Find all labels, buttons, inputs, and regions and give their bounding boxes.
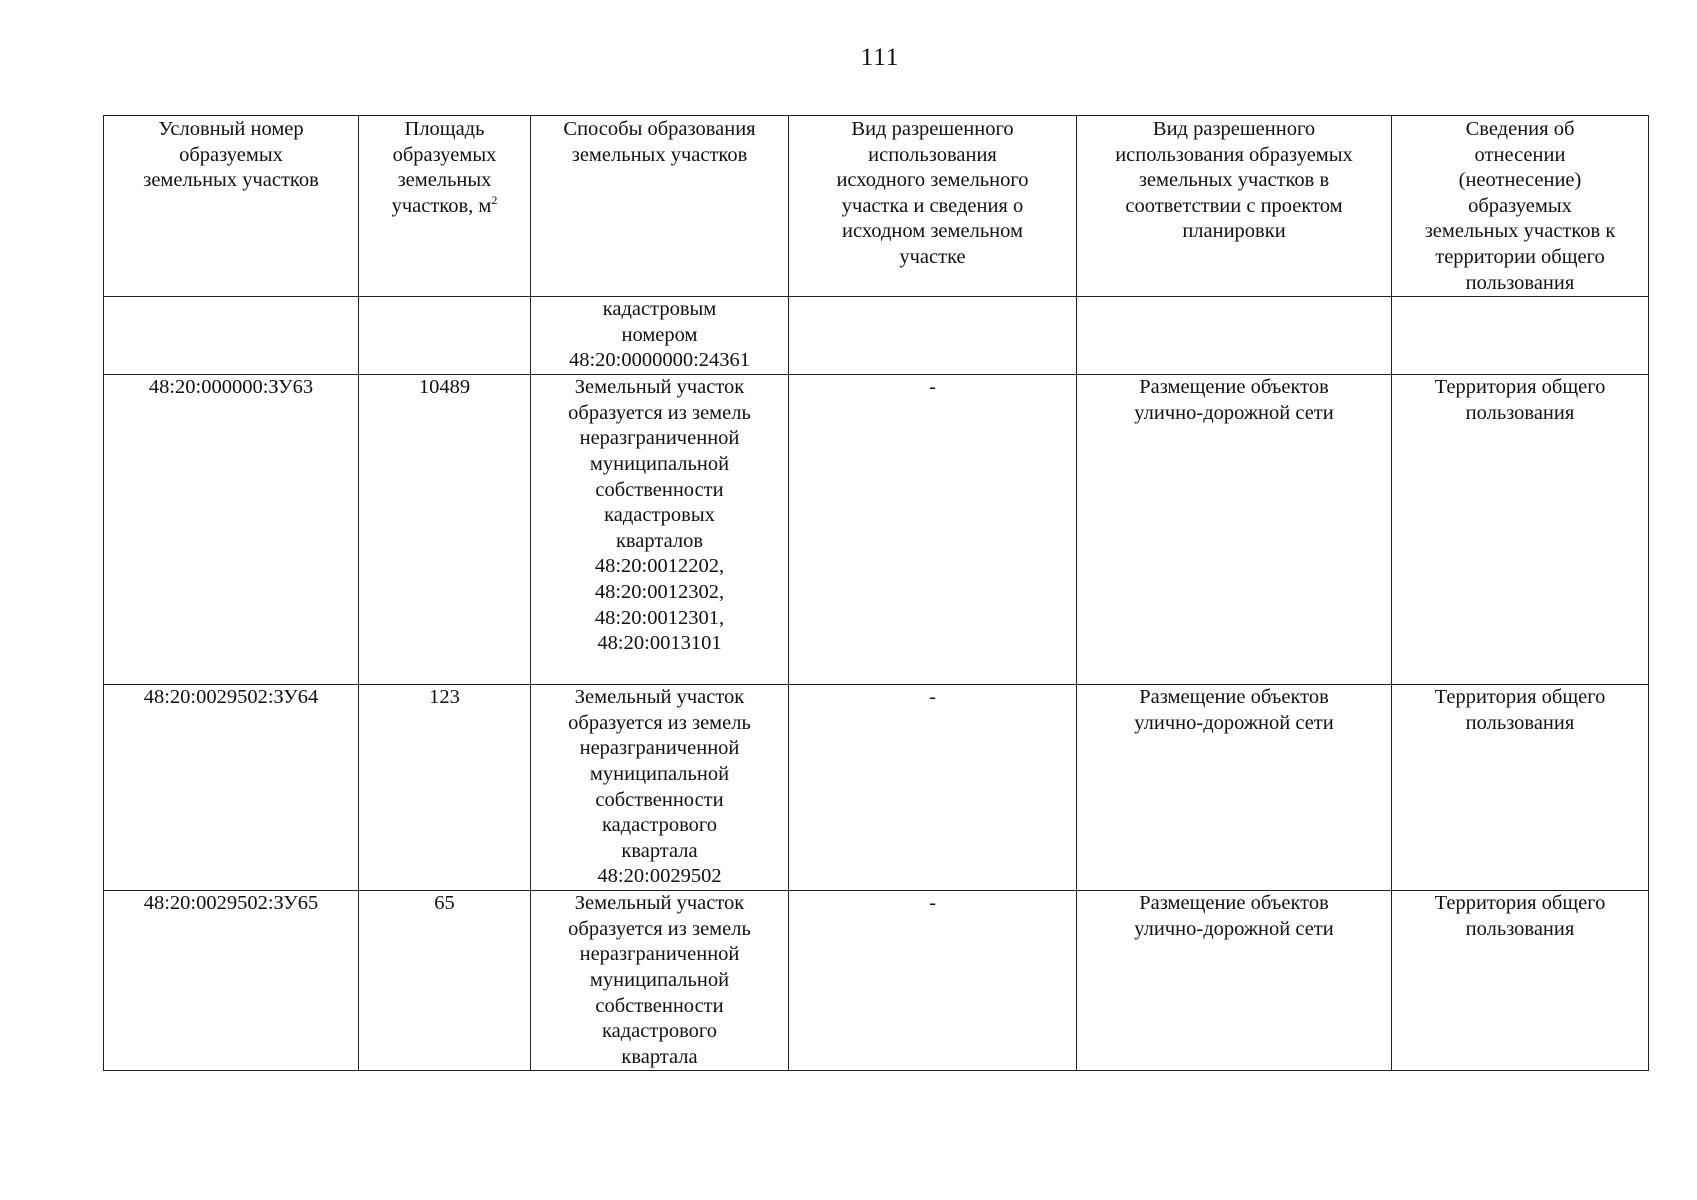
header-formation-method: Способы образования земельных участков (531, 116, 789, 297)
table-row (104, 685, 1649, 891)
table-row (104, 297, 1649, 375)
cell-formation-method: Земельный участок образуется из земель неразграниченной муниципальной собственности кадастрового квартала 48:20:0029502 (531, 685, 789, 891)
cell-plot-area: 10489 (359, 375, 531, 685)
cell-public-territory: Территория общего пользования (1392, 685, 1649, 891)
cell-planned-permitted-use: Размещение объектов улично-дорожной сети (1077, 685, 1392, 891)
header-plot-number: Условный номер образуемых земельных участков (104, 116, 359, 297)
cell-formation-method: кадастровым номером 48:20:0000000:24361 (531, 297, 789, 375)
cell-planned-permitted-use (1077, 297, 1392, 375)
cell-plot-area (359, 297, 531, 375)
cell-plot-number: 48:20:0029502:ЗУ65 (104, 891, 359, 1071)
area-unit-exponent: 2 (491, 192, 498, 207)
cell-plot-area: 123 (359, 685, 531, 891)
cell-source-permitted-use: - (789, 891, 1077, 1071)
header-source-permitted-use: Вид разрешенного использования исходного земельного участка и сведения о исходном земельном участке (789, 116, 1077, 297)
cell-public-territory (1392, 297, 1649, 375)
land-plots-table (103, 115, 1649, 1071)
table-row (104, 375, 1649, 685)
cell-source-permitted-use: - (789, 685, 1077, 891)
cell-plot-area: 65 (359, 891, 531, 1071)
cell-public-territory: Территория общего пользования (1392, 891, 1649, 1071)
cell-planned-permitted-use: Размещение объектов улично-дорожной сети (1077, 891, 1392, 1071)
header-plot-area: Площадь образуемых земельных участков, $м^2$ (359, 116, 531, 297)
header-public-territory: Сведения об отнесении (неотнесение) образуемых земельных участков к территории общего пользования (1392, 116, 1649, 297)
cell-public-territory: Территория общего пользования (1392, 375, 1649, 685)
cell-formation-method: Земельный участок образуется из земель неразграниченной муниципальной собственности кадастровых кварталов 48:20:0012202, 48:20:0012302, 48:20:0012301, 48:20:0013101 (531, 375, 789, 685)
cell-plot-number: 48:20:000000:ЗУ63 (104, 375, 359, 685)
header-planned-permitted-use: Вид разрешенного использования образуемых земельных участков в соответствии с проектом планировки (1077, 116, 1392, 297)
cell-source-permitted-use (789, 297, 1077, 375)
cell-plot-number: 48:20:0029502:ЗУ64 (104, 685, 359, 891)
table-header-row (104, 116, 1649, 297)
table-row (104, 891, 1649, 1071)
cell-plot-number (104, 297, 359, 375)
cell-source-permitted-use: - (789, 375, 1077, 685)
cell-planned-permitted-use: Размещение объектов улично-дорожной сети (1077, 375, 1392, 685)
page-number: 111 (860, 44, 900, 71)
cell-formation-method: Земельный участок образуется из земель неразграниченной муниципальной собственности кадастрового квартала (531, 891, 789, 1071)
